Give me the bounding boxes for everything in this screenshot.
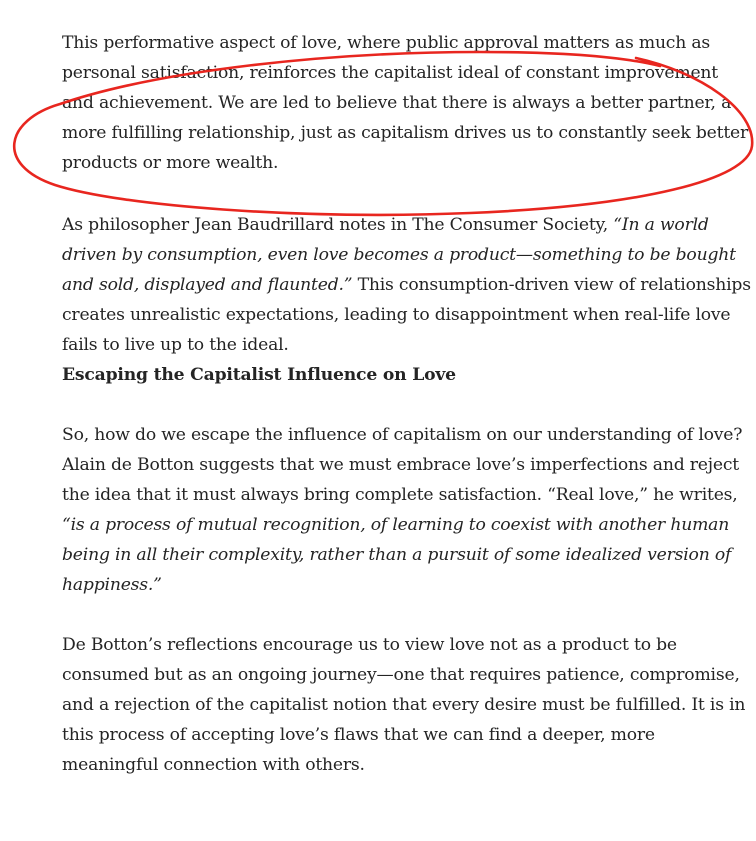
paragraph-performative-love: This performative aspect of love, where public approval matters as much as personal satisfaction, reinforces the capitalist ideal of constant improvement and achievement. We are led to believe that there is always a better partner, a more fulfilling relationship, just as capitalism drives us to constantly seek better products or more wealth. [62, 33, 749, 173]
baudrillard-intro: As philosopher Jean Baudrillard notes in The Consumer Society, [62, 215, 614, 235]
de-botton-quote: “is a process of mutual recognition, of learning to coexist with another human being in all their complexity, rather than a pursuit of some idealized version of happiness.” [62, 515, 732, 595]
paragraph-baudrillard [62, 210, 752, 360]
paragraph-de-botton [62, 420, 752, 600]
section-heading: Escaping the Capitalist Influence on Love [62, 365, 456, 385]
article-body [62, 28, 752, 780]
baudrillard-quote: “In a world driven by consumption, even love becomes a product—something to be bought and sold, displayed and flaunted.” [62, 215, 736, 295]
de-botton-intro: So, how do we escape the influence of capitalism on our understanding of love? Alain de Botton suggests that we must embrace love’s imperfections and reject the idea that it must always bring complete satisfaction. “Real love,” he writes, [62, 425, 743, 505]
baudrillard-rest: This consumption-driven view of relationships creates unrealistic expectations, leading to disappointment when real-life love fails to live up to the ideal. [62, 275, 751, 355]
paragraph-reflections: De Botton’s reflections encourage us to view love not as a product to be consumed but as an ongoing journey—one that requires patience, compromise, and a rejection of the capitalist notion that every desire must be fulfilled. It is in this process of accepting love’s flaws that we can find a deeper, more meaningful connection with others. [62, 635, 746, 775]
